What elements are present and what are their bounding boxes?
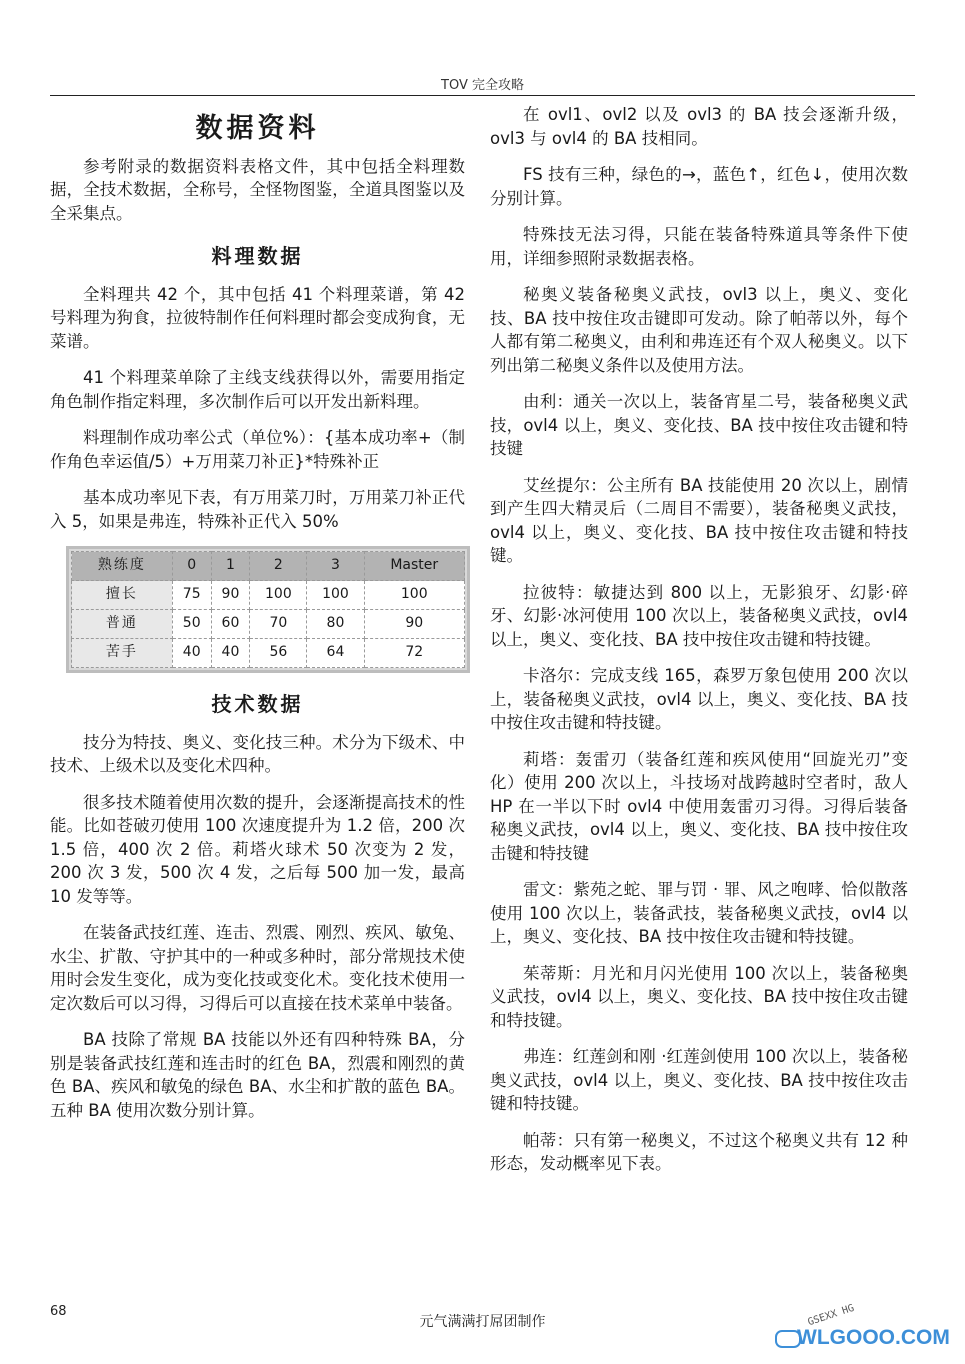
cooking-paragraph: 料理制作成功率公式（单位%）：{基本成功率+（制作角色幸运值/5）+万用菜刀补正}*特殊补正 bbox=[50, 428, 465, 471]
cooking-paragraph: 基本成功率见下表，有万用菜刀时，万用菜刀补正代入 5，如果是弗连，特殊补正代入 50% bbox=[50, 488, 465, 531]
table-header-cell: 3 bbox=[307, 552, 364, 581]
table-cell: 64 bbox=[307, 639, 364, 668]
page-number: 68 bbox=[50, 1304, 67, 1319]
table-cell: 56 bbox=[250, 639, 307, 668]
character-paragraph-karol: 卡洛尔：完成支线 165，森罗万象包使用 200 次以上，装备秘奥义武技，ovl4 以上，奥义、变化技、BA 技中按住攻击键和特技键。 bbox=[490, 666, 908, 732]
left-column bbox=[50, 103, 465, 1135]
cooking-paragraph: 41 个料理菜单除了主线支线获得以外，需要用指定角色制作指定料理，多次制作后可以开发出新料理。 bbox=[50, 368, 465, 411]
table-cell: 80 bbox=[307, 610, 364, 639]
character-paragraph-estelle: 艾丝提尔：公主所有 BA 技能使用 20 次以上，剧情到产生四大精灵后（二周目不需要），装备秘奥义武技，ovl4 以上，奥义、变化技、BA 技中按住攻击键和特技键。 bbox=[490, 475, 908, 565]
table-row-header: 苦手 bbox=[72, 639, 173, 668]
table-cell: 100 bbox=[307, 581, 364, 610]
table-cell: 40 bbox=[172, 639, 211, 668]
body-paragraph: 特殊技无法习得，只能在装备特殊道具等条件下使用，详细参照附录数据表格。 bbox=[490, 225, 908, 268]
table-cell: 90 bbox=[364, 610, 465, 639]
character-paragraph-patty: 帕蒂：只有第一秘奥义，不过这个秘奥义共有 12 种形态，发动概率见下表。 bbox=[490, 1130, 908, 1173]
intro-paragraph: 参考附录的数据资料表格文件，其中包括全料理数据，全技术数据，全称号，全怪物图鉴，全道具图鉴以及全采集点。 bbox=[50, 156, 465, 223]
header-divider bbox=[50, 95, 915, 96]
table-cell: 60 bbox=[211, 610, 250, 639]
page-header: TOV 完全攻略 bbox=[441, 78, 524, 93]
table-row-header: 普通 bbox=[72, 610, 173, 639]
table-cell: 75 bbox=[172, 581, 211, 610]
success-rate-table bbox=[71, 551, 465, 668]
cooking-paragraph: 全料理共 42 个，其中包括 41 个料理菜谱，第 42 号料理为狗食，拉彼特制作任何料理时都会变成狗食，无菜谱。 bbox=[50, 284, 465, 351]
table-header-cell: 熟练度 bbox=[72, 552, 173, 581]
footer-credit: 元气满满打屌团制作 bbox=[419, 1314, 546, 1330]
table-row-header: 擅长 bbox=[72, 581, 173, 610]
table-header-cell: Master bbox=[364, 552, 465, 581]
section-heading-tech: 技术数据 bbox=[211, 692, 304, 716]
tech-paragraph: 在装备武技红莲、连击、烈震、刚烈、疾风、敏兔、水尘、扩散、守护其中的一种或多种时，部分常规技术使用时会发生变化，成为变化技或变化术。变化技术使用一定次数后可以习得，习得后可以直接在技术菜单中装备。 bbox=[50, 923, 465, 1013]
table-header-cell: 2 bbox=[250, 552, 307, 581]
body-paragraph: FS 技有三种，绿色的→，蓝色↑，红色↓，使用次数分别计算。 bbox=[490, 165, 908, 208]
table-row bbox=[72, 581, 465, 610]
character-paragraph-yuri: 由利：通关一次以上，装备宵星二号，装备秘奥义武技，ovl4 以上，奥义、变化技、BA 技中按住攻击键和特技键 bbox=[490, 392, 908, 458]
table-cell: 90 bbox=[211, 581, 250, 610]
character-paragraph-judith: 茱蒂斯：月光和月闪光使用 100 次以上，装备秘奥义武技，ovl4 以上，奥义、变化技、BA 技中按住攻击键和特技键。 bbox=[490, 963, 908, 1030]
table-cell: 70 bbox=[250, 610, 307, 639]
watermark-text: WLGOOO.COM bbox=[797, 1326, 950, 1349]
body-paragraph: 秘奥义装备秘奥义武技，ovl3 以上，奥义、变化技、BA 技中按住攻击键即可发动。除了帕蒂以外，每个人都有第二秘奥义，由利和弗连还有个双人秘奥义。以下列出第二秘奥义条件以及使用方法。 bbox=[490, 285, 908, 375]
right-column bbox=[490, 103, 908, 1189]
table-header-cell: 1 bbox=[211, 552, 250, 581]
table-cell: 50 bbox=[172, 610, 211, 639]
table-header-row bbox=[72, 552, 465, 581]
watermark-scribble: GSEXX HG bbox=[806, 1302, 856, 1329]
table-cell: 40 bbox=[211, 639, 250, 668]
tech-paragraph: BA 技除了常规 BA 技能以外还有四种特殊 BA，分别是装备武技红莲和连击时的红色 BA，烈震和刚烈的黄色 BA、疾风和敏兔的绿色 BA、水尘和扩散的蓝色 BA。五种 BA 使用次数分别计算。 bbox=[50, 1030, 465, 1120]
section-heading-cooking: 料理数据 bbox=[211, 244, 304, 268]
character-paragraph-raven: 雷文：紫苑之蛇、罪与罚 · 罪、风之咆哮、恰似散落使用 100 次以上，装备武技，装备秘奥义武技，ovl4 以上，奥义、变化技、BA 技中按住攻击键和特技键。 bbox=[490, 880, 908, 946]
character-paragraph-flynn: 弗连：红莲剑和刚 ·红莲剑使用 100 次以上，装备秘奥义武技，ovl4 以上，奥义、变化技、BA 技中按住攻击键和特技键。 bbox=[490, 1047, 908, 1113]
table-row bbox=[72, 610, 465, 639]
tech-paragraph: 技分为特技、奥义、变化技三种。术分为下级术、中技术、上级术以及变化术四种。 bbox=[50, 732, 465, 775]
character-paragraph-repede: 拉彼特：敏捷达到 800 以上，无影狼牙、幻影·碎牙、幻影·冰河使用 100 次以上，装备秘奥义武技，ovl4 以上，奥义、变化技、BA 技中按住攻击键和特技键。 bbox=[490, 582, 908, 649]
page-title: 数据资料 bbox=[195, 113, 320, 144]
table-row bbox=[72, 639, 465, 668]
table-header-cell: 0 bbox=[172, 552, 211, 581]
table-cell: 100 bbox=[364, 581, 465, 610]
watermark bbox=[767, 1302, 950, 1354]
table-cell: 72 bbox=[364, 639, 465, 668]
character-paragraph-rita: 莉塔：轰雷刃（装备红莲和疾风使用“回旋光刃”变化）使用 200 次以上，斗技场对战跨越时空者时，敌人 HP 在一半以下时 ovl4 中使用轰雷刃习得。习得后装备秘奥义武技，ovl4 以上，奥义、变化技、BA 技中按住攻击键和特技键 bbox=[490, 749, 908, 863]
tech-paragraph: 很多技术随着使用次数的提升，会逐渐提高技术的性能。比如苍破刃使用 100 次速度提升为 1.2 倍，200 次 1.5 倍，400 次 2 倍。莉塔火球术 50 次变为 2 发，200 次 3 发，500 次 4 发，之后每 500 加一发，最高 10 发等等。 bbox=[50, 792, 465, 906]
body-paragraph: 在 ovl1、ovl2 以及 ovl3 的 BA 技会逐渐升级，ovl3 与 ovl4 的 BA 技相同。 bbox=[490, 105, 908, 148]
table-cell: 100 bbox=[250, 581, 307, 610]
success-rate-table-frame bbox=[66, 546, 470, 673]
